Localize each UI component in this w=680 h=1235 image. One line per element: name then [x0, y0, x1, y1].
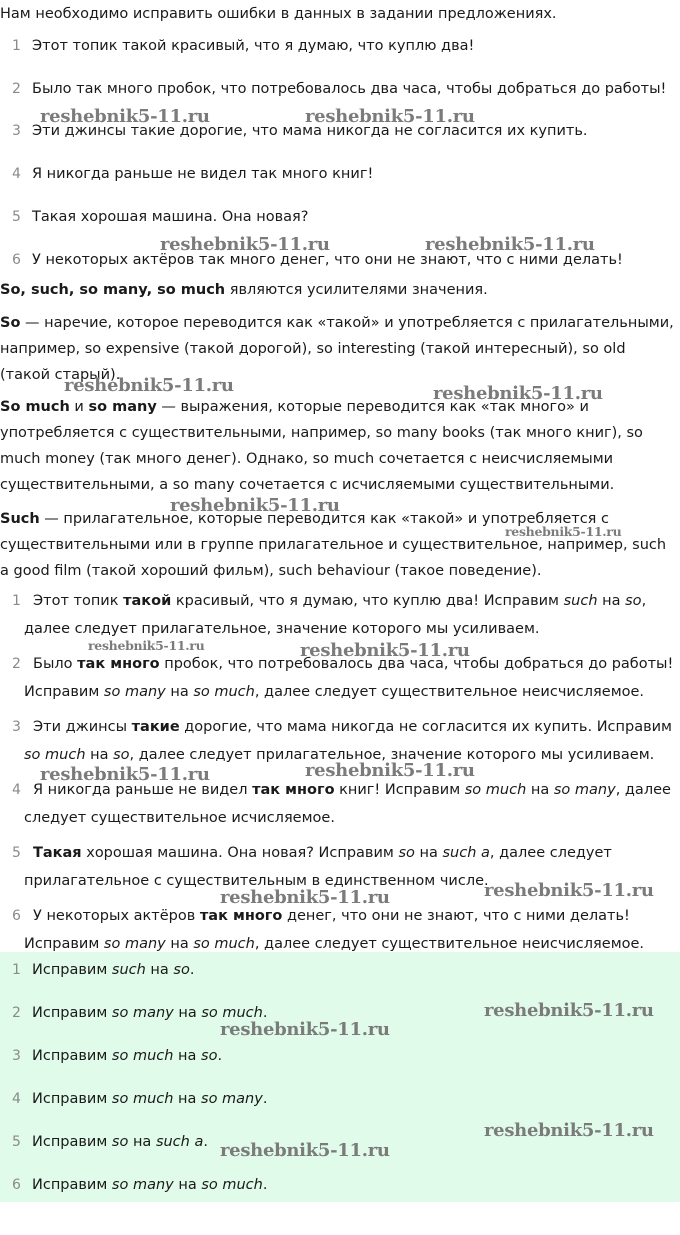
- explanation-item: [0, 713, 680, 769]
- item-number: 2: [12, 1005, 21, 1021]
- watermark: reshebnik5-11.ru: [160, 234, 330, 255]
- watermark: reshebnik5-11.ru: [433, 383, 603, 404]
- theory-term: So, such, so many, so much: [0, 282, 226, 298]
- item-number: 2: [12, 656, 21, 672]
- explanation-item: [0, 650, 680, 706]
- explanation-item: [0, 587, 680, 643]
- theory-term: so many: [88, 399, 157, 415]
- watermark: reshebnik5-11.ru: [484, 880, 654, 901]
- theory-term: So much: [0, 399, 70, 415]
- theory-term: So: [0, 315, 21, 331]
- answer-text: Исправим such на so.: [32, 962, 195, 978]
- watermark: reshebnik5-11.ru: [88, 638, 205, 653]
- question-text: Эти джинсы такие дорогие, что мама никогда не согласится их купить.: [32, 123, 588, 139]
- watermark: reshebnik5-11.ru: [170, 495, 340, 516]
- question-text: Я никогда раньше не видел так много книг!: [32, 166, 374, 182]
- item-number: 4: [12, 782, 21, 798]
- item-number: 5: [12, 209, 21, 225]
- explanation-text: Такая хорошая машина. Она новая? Исправим so на such a, далее следует прилагательное с существительным в единственном числе.: [24, 845, 612, 889]
- explanation-text: Я никогда раньше не видел так много книг! Исправим so much на so many, далее следует существительное исчисляемое.: [24, 782, 671, 826]
- question-text: Такая хорошая машина. Она новая?: [32, 209, 309, 225]
- watermark: reshebnik5-11.ru: [64, 375, 234, 396]
- item-number: 1: [12, 593, 21, 609]
- answer-text: Исправим so на such a.: [32, 1134, 208, 1150]
- theory-text: — наречие, которое переводится как «такой» и употребляется с прилагательными, например, so expensive (такой дорогой), so interesting (такой интересный), so old (такой старый).: [0, 315, 674, 383]
- theory-text: — выражения, которые переводится как «так много» и употребляется с существительными, например, so many books (так много книг), so much money (так много денег). Однако, so much сочетается с неисчисляемыми существительными, а so many сочетается с исчисляемыми существительными.: [0, 399, 643, 493]
- task-intro: Нам необходимо исправить ошибки в данных в задании предложениях.: [0, 6, 557, 22]
- theory-text: и: [69, 399, 89, 415]
- watermark: reshebnik5-11.ru: [484, 1000, 654, 1021]
- answer-text: Исправим so much на so many.: [32, 1091, 268, 1107]
- item-number: 1: [12, 962, 21, 978]
- explanation-item: [0, 839, 680, 895]
- watermark: reshebnik5-11.ru: [220, 887, 390, 908]
- item-number: 4: [12, 166, 21, 182]
- explanation-text: Эти джинсы такие дорогие, что мама никогда не согласится их купить. Исправим so much на so, далее следует прилагательное, значение которого мы усиливаем.: [24, 719, 672, 763]
- watermark: reshebnik5-11.ru: [220, 1019, 390, 1040]
- theory-paragraph: [0, 277, 676, 303]
- answer-text: Исправим so many на so much.: [32, 1005, 268, 1021]
- theory-term: Such: [0, 511, 40, 527]
- watermark: reshebnik5-11.ru: [484, 1120, 654, 1141]
- watermark: reshebnik5-11.ru: [300, 640, 470, 661]
- answer-block: [0, 952, 680, 1202]
- question-text: Было так много пробок, что потребовалось два часа, чтобы добраться до работы!: [32, 81, 667, 97]
- theory-paragraph: [0, 506, 676, 584]
- explanation-text: У некоторых актёров так много денег, что они не знают, что с ними делать! Исправим so many на so much, далее следует существительное неисчисляемое.: [24, 908, 645, 952]
- explanation-text: Было так много пробок, что потребовалось два часа, чтобы добраться до работы! Исправим so many на so much, далее следует существительное неисчисляемое.: [24, 656, 674, 700]
- watermark: reshebnik5-11.ru: [220, 1140, 390, 1161]
- explanation-item: [0, 776, 680, 832]
- theory-text: являются усилителями значения.: [225, 282, 488, 298]
- item-number: 3: [12, 719, 21, 735]
- theory-paragraph: [0, 394, 676, 498]
- item-number: 5: [12, 1134, 21, 1150]
- watermark: reshebnik5-11.ru: [305, 106, 475, 127]
- theory-paragraph: [0, 310, 676, 388]
- explanation-item: [0, 902, 680, 958]
- item-number: 4: [12, 1091, 21, 1107]
- item-number: 1: [12, 38, 21, 54]
- item-number: 2: [12, 81, 21, 97]
- answer-text: Исправим so many на so much.: [32, 1177, 268, 1193]
- watermark: reshebnik5-11.ru: [40, 764, 210, 785]
- watermark: reshebnik5-11.ru: [505, 524, 622, 539]
- watermark: reshebnik5-11.ru: [425, 234, 595, 255]
- item-number: 3: [12, 1048, 21, 1064]
- item-number: 5: [12, 845, 21, 861]
- question-text: Этот топик такой красивый, что я думаю, что куплю два!: [32, 38, 475, 54]
- answer-text: Исправим so much на so.: [32, 1048, 223, 1064]
- item-number: 6: [12, 908, 21, 924]
- explanation-text: Этот топик такой красивый, что я думаю, что куплю два! Исправим such на so, далее следует прилагательное, значение которого мы усиливаем.: [24, 593, 647, 637]
- item-number: 6: [12, 252, 21, 268]
- item-number: 6: [12, 1177, 21, 1193]
- question-text: У некоторых актёров так много денег, что они не знают, что с ними делать!: [32, 252, 623, 268]
- watermark: reshebnik5-11.ru: [40, 106, 210, 127]
- watermark: reshebnik5-11.ru: [305, 760, 475, 781]
- item-number: 3: [12, 123, 21, 139]
- theory-text: — прилагательное, которые переводится как «такой» и употребляется с существительными или в группе прилагательное и существительное, например, such a good film (такой хороший фильм), such behaviour (такое поведение).: [0, 511, 667, 579]
